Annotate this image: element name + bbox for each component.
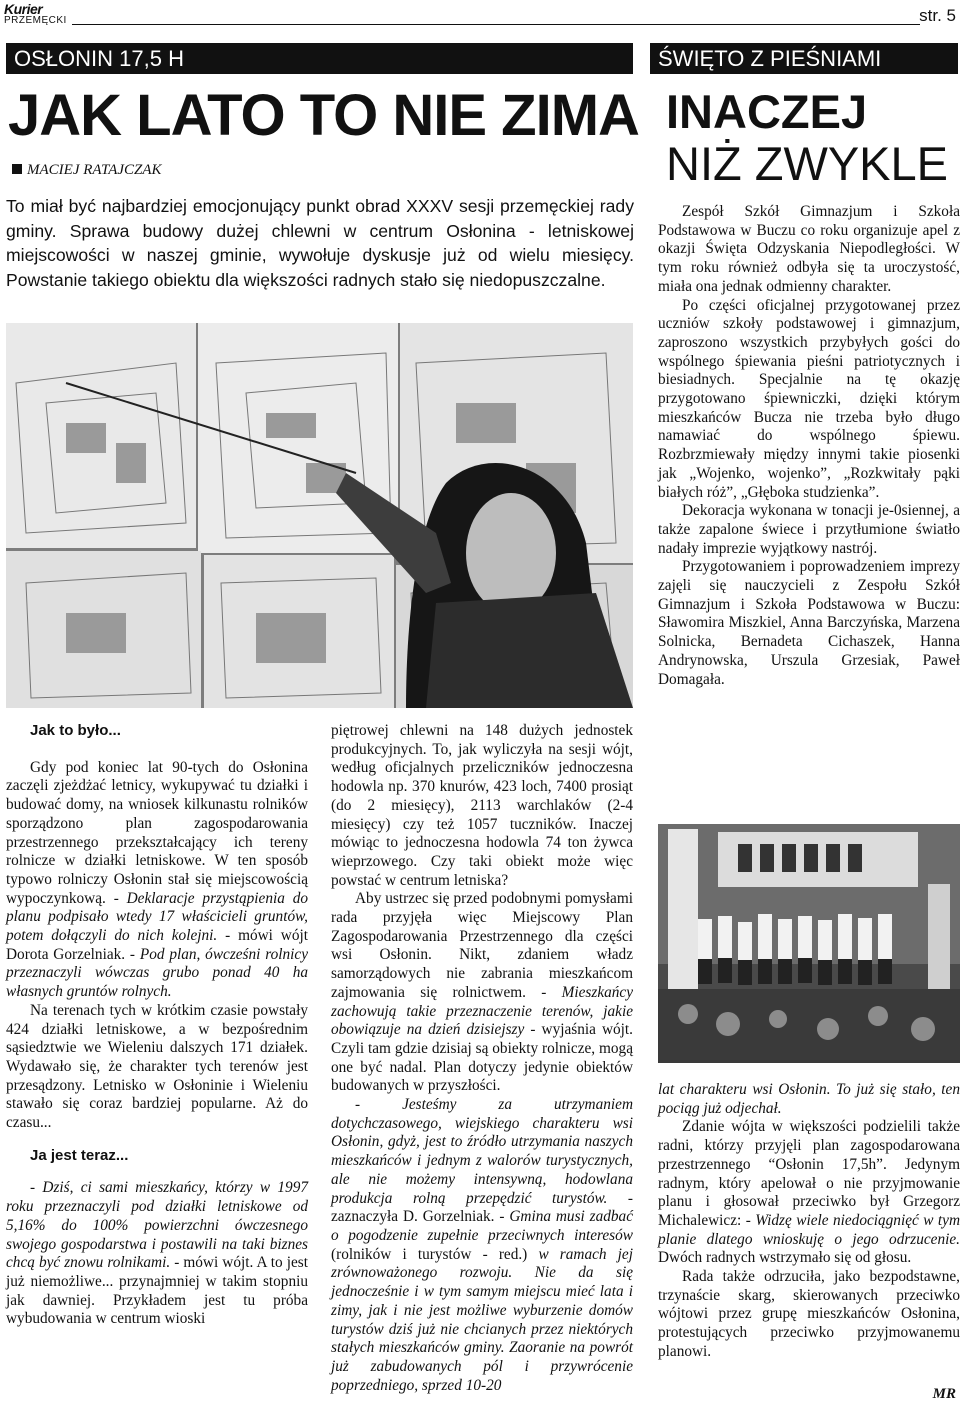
c2p3-quote-c: w ramach jej zrównoważonego rozwoju. Nie da się jednocześnie i w tym samym miejscu mieć lata i zimy, jak i nie jest możliwe wyburzenie domów turystów dziś już nie chcianych przez niektórych stałych mieszkańców gminy. Zaoranie na powrót już zabudowanych pól i przywrócenie poprzedniego, sprzed 10-20 [331, 1245, 633, 1394]
r-paragraph-3: Dekoracja wykonana w tonacji je-0siennej, a także zapalone świece i przytłumione światło nadały imprezie wyjątkowy nastrój. [658, 502, 960, 557]
author-name: MACIEJ RATAJCZAK [27, 162, 162, 178]
column-2 [331, 722, 633, 1395]
map-presentation-photo [6, 323, 633, 708]
p1-quote-a: - Deklaracje przystąpienia do planu podpisało wtedy 17 właścicieli gruntów, potem dołączyli do nich kolejni. [6, 889, 309, 945]
subheading-jak-to-bylo: Jak to było... [30, 722, 121, 739]
c2-paragraph-3 [331, 1096, 633, 1395]
left-headline [8, 83, 639, 148]
c2p3-text-b: (rolników i turystów - red.) [331, 1245, 539, 1263]
right-headline-line1: INACZEJ [666, 85, 868, 138]
school-ceremony-photo [658, 824, 960, 1063]
c4p2-text-b: Dwóch radnych wstrzymało się od głosu. [658, 1249, 912, 1267]
paragraph-3 [6, 1179, 308, 1329]
column-3 [658, 203, 960, 689]
column-4 [658, 1081, 960, 1362]
r-paragraph-1: Zespół Szkół Gimnazjum i Szkoła Podstawowa w Buczu co roku organizuje apel z okazji Święta Odzyskania Niepodległości. W tym roku również odbyła się ta uroczystość, miała ona jednak odmienny charakter. [658, 203, 960, 295]
p3-quote: - Dziś, ci sami mieszkańcy, którzy w 1997 roku przeznaczyli pod działki letniskowe od 5,16% do 100% powierzchni ówczesnego swojego gospodarstwa i postawili na taki biznes chcą być znowu rolnikami. [6, 1179, 308, 1272]
right-headline-line2: NIŻ ZWYKLE [666, 137, 949, 190]
header-rule [72, 24, 920, 25]
c2-paragraph-1: piętrowej chlewni na 148 dużych jednostek produkcyjnych. To, jak wyliczyła na sesji wójt, według oficjalnych przeliczników jednoczesna hodowla np. 370 knurów, 423 loch, 7400 prosiąt (do 2 miesięcy), 2113 warchlaków (2-4 miesięcy) czy też 1057 tuczników. Inaczej mówiąc to jednoczesna hodowla 74 ton żywca wieprzowego. Czy taki obiekt może więc powstać w centrum letniska? [331, 722, 633, 889]
c4p1-quote: lat charakteru wsi Osłonin. To już się stało, ten pociąg już odjechał. [658, 1081, 960, 1117]
column-1 [6, 722, 308, 1329]
paragraph-1 [6, 759, 308, 1002]
c4-paragraph-1 [658, 1081, 960, 1118]
masthead-logo [4, 2, 70, 26]
masthead-line1: Kurier [4, 1, 43, 17]
c2p2-text-b: - wyjaśnia wójt. Czyli tam gdzie dzisiaj są obiekty rolnicze, mogą one być nadal. Plan dotyczy jedynie obiektów budowanych w przyszłości. [331, 1021, 633, 1095]
c2p3-quote-a: - Jesteśmy za utrzymaniem dotychczasowego, wiejskiego charakteru wsi Osłonin, gdyż, jest to źródło utrzymania naszych mieszkańców i jednym z walorów turystycznych, ale nie możemy intensywną, hodowlana produkcja rolną przepędzić turystów. [331, 1096, 633, 1207]
byline [12, 161, 162, 179]
c2p2-text-a: Aby ustrzec się przed podobnymi pomysłami rada przyjęła więc Miejscowy Plan Zagospodarowania Przestrzennego dla części wsi Osłonin. Nikt, zdaniem władz samorządowych nie zabrania mieszkańcom zajmowania się rolnictwem. [331, 890, 633, 1001]
r-paragraph-4: Przygotowaniem i poprowadzeniem imprezy zajęli się nauczycieli z Zespołu Szkół Gimnazjum i Szkoła Podstawowa w Buczu: Sławomira Miszkiel, Anna Barczyńska, Marzena Solnicka, Bernadeta Cichaszek, Hanna Andrynowska, Urszula Grzesiak, Paweł Domagała. [658, 558, 960, 688]
author-signature: MR [932, 1386, 956, 1402]
headline-part-b: TO NIE ZIMA [299, 83, 639, 148]
headline-part-a: JAK LATO [8, 83, 300, 148]
section-bar-left: OSŁONIN 17,5 H [6, 43, 633, 74]
c2-paragraph-2 [331, 890, 633, 1096]
c2p3-quote-b: - Gmina musi zadbać o pogodzenie zupełnie przeciwnych interesów [331, 1208, 633, 1244]
c4p2-quote: - Widzę wiele niedociągnięć w tym planie dlatego wnioskuję o jego odrzucenie. [658, 1211, 960, 1248]
subheading-jest-teraz: Ja jest teraz... [30, 1146, 129, 1164]
page-number: str. 5 [919, 6, 956, 25]
byline-square-icon [12, 164, 22, 174]
p1-text-a: Gdy pod koniec lat 90-tych do Osłonina zaczęli zjeżdżać letnicy, wykupywać tu działki i budować domy, na wniosek kilkunastu rolników sporządzono plan zagospodarowania przestrzennego przekształcający ich tereny rolnicze w działki letniskowe. W ten sposób typowo rolniczy Osłonin stał się miejscowością wypoczynkową. [6, 758, 308, 907]
masthead-line2: PRZEMĘCKI [4, 15, 67, 26]
lead-paragraph: To miał być najbardziej emocjonujący punkt obrad XXXV sesji przemęckiej rady gminy. Sprawa budowy dużej chlewni w centrum Osłonina - letniskowej miejscowości w naszej gminie, wywołuje dyskusje już od wielu miesięcy. Powstanie takiego obiektu dla większości radnych stało się niedopuszczalne. [6, 196, 634, 290]
c4p2-text-a: Zdanie wójta w większości podzielili także radni, którzy przyjęli plan zagospodarowana przestrzennego “Osłonin 17,5h”. Jedynym radnym, który apelował o nie przyjmowanie planu i głosował przeciwko był Grzegorz Michalewicz: [658, 1118, 960, 1229]
c2p2-quote: - Mieszkańcy zachowują takie przeznaczenie terenów, jakie obowiązuje na dzień dzisiejszy [331, 983, 633, 1039]
c4-paragraph-2 [658, 1118, 960, 1268]
c4-paragraph-3: Rada także odrzuciła, jako bezpodstawne, trzynaście skarg, skierowanych przeciwko wójtowi przez grupę mieszkańców Osłonina, protestujących przeciwko przyjmowanemu planowi. [658, 1268, 960, 1360]
p1-text-b: - mówi wójt Dorota Gorzelniak. [6, 927, 308, 963]
p1-quote-b: - Pod plan, ówcześni rolnicy przeznaczyli wówczas grubo ponad 40 ha własnych gruntów rolnych. [6, 945, 308, 1001]
p3-text: - mówi wójt. A to jest już niemożliwe... przynajmniej w takim stopniu jak dawniej. Przykładem jest tu próba wybudowania w centrum wioski [6, 1254, 309, 1328]
c2p3-text-a: - zaznaczyła D. Gorzelniak. [331, 1189, 633, 1226]
paragraph-2: Na terenach tych w krótkim czasie powstały 424 działki letniskowe, a w bezpośrednim sąsiedztwie we Wieleniu dalszych 171 działek. Wydawało się, że charakter tych terenów jest przesądzony. Letnisko w Osłoninie i Wieleniu stawało się coraz bardziej popularne. Aż do czasu... [6, 1001, 308, 1132]
r-paragraph-2: Po części oficjalnej przygotowanej przez uczniów szkoły podstawowej i gimnazjum, zaproszono wszystkich przybyłych gości do wspólnego śpiewania pieśni patriotycznych i biesiadnych. Specjalnie na tę okazję przygotowano śpiewniczki, dzięki którym mieszkańców Bucza nie trzeba było długo namawiać do wspólnego śpiewu. Rozbrzmiewały między innymi takie piosenki jak „Wojenko, wojenko”, „Rozkwitały pąki białych róż”, „Głęboka studzienka”. [658, 296, 960, 501]
right-headline [666, 86, 948, 190]
section-bar-right: ŚWIĘTO Z PIEŚNIAMI [650, 43, 958, 74]
